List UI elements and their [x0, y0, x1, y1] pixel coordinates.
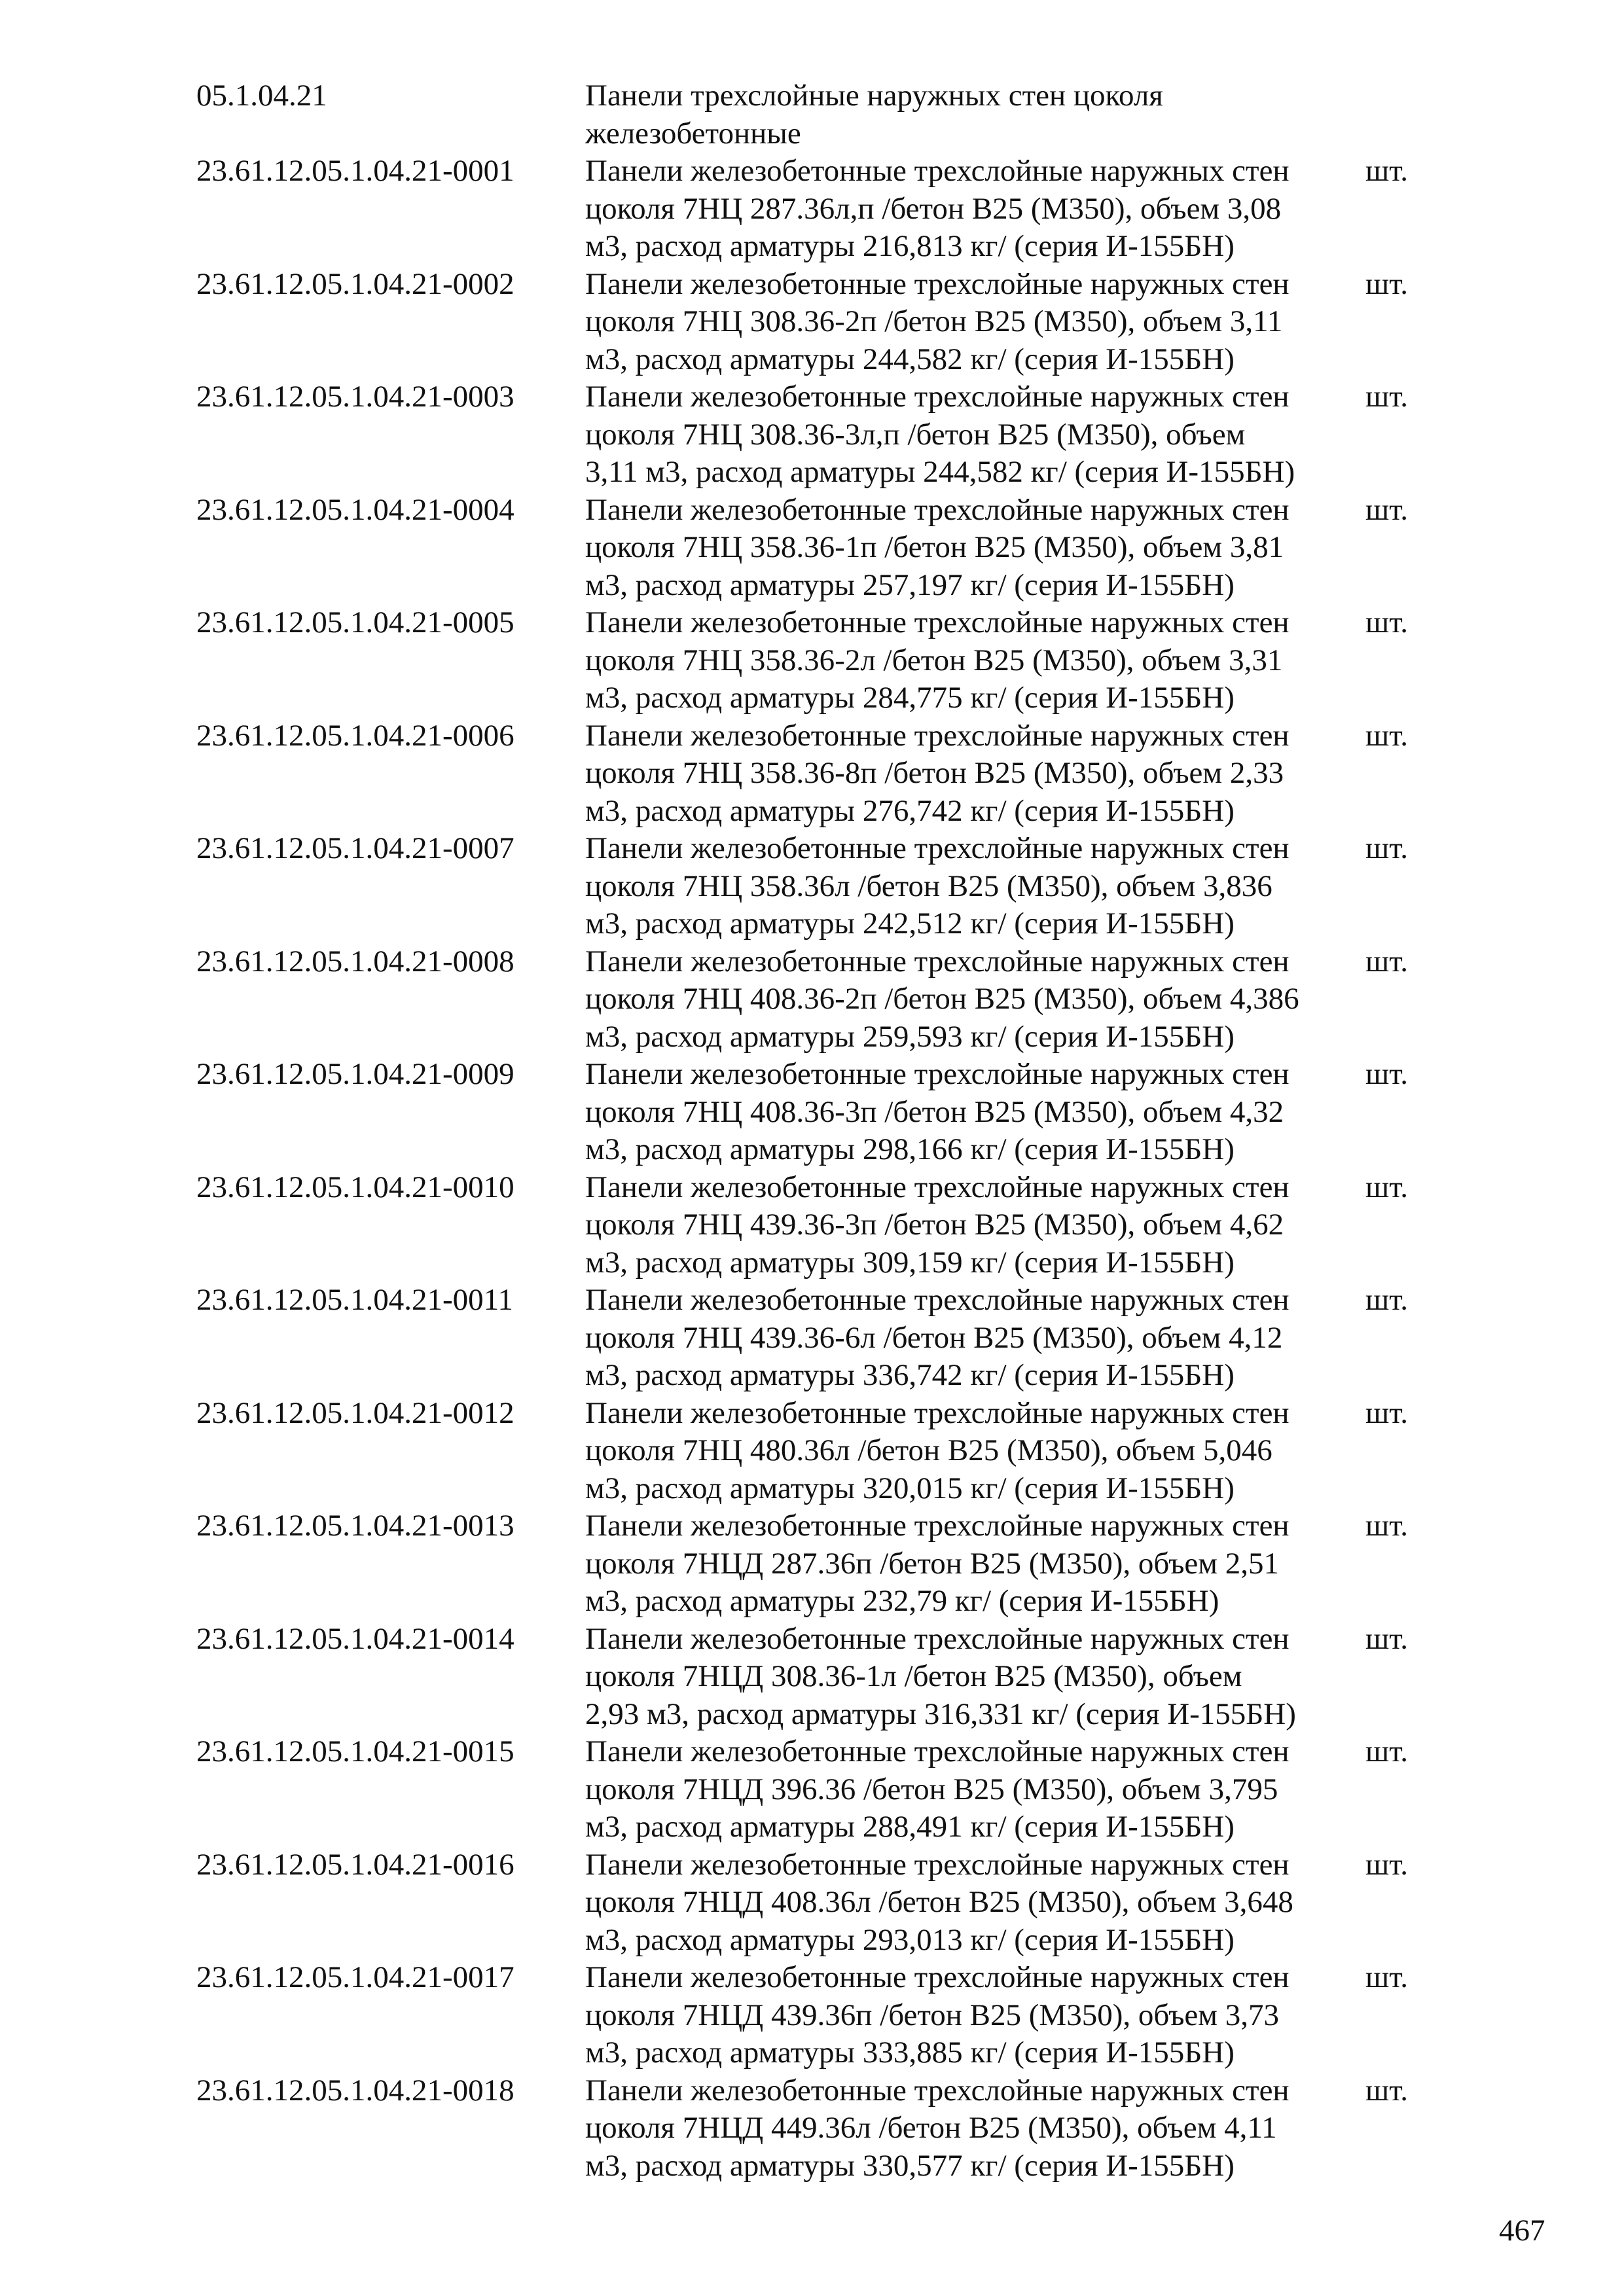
row-description: [585, 604, 1355, 717]
row-unit: шт.: [1365, 492, 1408, 527]
row-unit: шт.: [1365, 1170, 1408, 1204]
row-description-line: цоколя 7НЦ 358.36л /бетон В25 (М350), объем 3,836: [585, 869, 1272, 903]
catalog-row: [196, 1169, 1453, 1282]
row-description-line: Панели железобетонные трехслойные наружных стен: [585, 1847, 1290, 1882]
row-unit: шт.: [1365, 1621, 1408, 1656]
row-description: [585, 266, 1355, 379]
row-unit: шт.: [1365, 1509, 1408, 1543]
row-code: 23.61.12.05.1.04.21-0012: [196, 1395, 514, 1430]
row-description: [585, 1056, 1355, 1169]
catalog-row: [196, 1056, 1453, 1169]
section-title: [585, 77, 1355, 152]
catalog-row: [196, 492, 1453, 605]
row-description-line: Панели железобетонные трехслойные наружных стен: [585, 266, 1290, 301]
row-description-line: м3, расход арматуры 309,159 кг/ (серия И-155БН): [585, 1245, 1235, 1280]
catalog-row: [196, 1621, 1453, 1734]
row-description-line: Панели железобетонные трехслойные наружных стен: [585, 1057, 1290, 1091]
row-description-line: Панели железобетонные трехслойные наружных стен: [585, 718, 1290, 753]
row-description-line: Панели железобетонные трехслойные наружных стен: [585, 831, 1290, 865]
row-description: [585, 1733, 1355, 1846]
row-description: [585, 2072, 1355, 2185]
row-unit: шт.: [1365, 2073, 1408, 2108]
row-description-line: м3, расход арматуры 284,775 кг/ (серия И-155БН): [585, 681, 1235, 715]
row-description-line: Панели железобетонные трехслойные наружных стен: [585, 944, 1290, 978]
catalog-row: [196, 2072, 1453, 2185]
row-description-line: Панели железобетонные трехслойные наружных стен: [585, 1170, 1290, 1204]
row-description-line: цоколя 7НЦД 287.36п /бетон В25 (М350), объем 2,51: [585, 1546, 1280, 1581]
row-description-line: Панели железобетонные трехслойные наружных стен: [585, 380, 1290, 414]
row-code: 23.61.12.05.1.04.21-0010: [196, 1170, 514, 1204]
row-description-line: м3, расход арматуры 276,742 кг/ (серия И-155БН): [585, 793, 1235, 828]
row-code: 23.61.12.05.1.04.21-0013: [196, 1509, 514, 1543]
row-description-line: цоколя 7НЦ 287.36л,п /бетон В25 (М350), объем 3,08: [585, 191, 1282, 226]
section-title-line: Панели трехслойные наружных стен цоколя: [585, 79, 1163, 113]
row-code: 23.61.12.05.1.04.21-0016: [196, 1847, 514, 1882]
catalog-row: [196, 378, 1453, 492]
row-description-line: м3, расход арматуры 244,582 кг/ (серия И-155БН): [585, 342, 1235, 376]
row-unit: шт.: [1365, 1057, 1408, 1091]
section-title-line: железобетонные: [585, 116, 801, 151]
row-description-line: Панели железобетонные трехслойные наружных стен: [585, 1734, 1290, 1768]
row-code: 23.61.12.05.1.04.21-0005: [196, 605, 514, 639]
row-description-line: цоколя 7НЦ 439.36-3п /бетон В25 (М350), объем 4,62: [585, 1208, 1284, 1242]
row-description-line: м3, расход арматуры 257,197 кг/ (серия И-155БН): [585, 567, 1235, 602]
row-description-line: цоколя 7НЦД 439.36п /бетон В25 (М350), объем 3,73: [585, 1998, 1280, 2032]
catalog-row: [196, 604, 1453, 717]
row-description-line: цоколя 7НЦ 408.36-2п /бетон В25 (М350), объем 4,386: [585, 982, 1299, 1016]
row-description: [585, 830, 1355, 943]
row-code: 23.61.12.05.1.04.21-0017: [196, 1960, 514, 1994]
section-header: [196, 77, 1453, 152]
row-description-line: цоколя 7НЦ 358.36-8п /бетон В25 (М350), объем 2,33: [585, 756, 1284, 790]
catalog-list: [196, 77, 1453, 2185]
catalog-row: [196, 266, 1453, 379]
row-description: [585, 1169, 1355, 1282]
row-description-line: м3, расход арматуры 232,79 кг/ (серия И-155БН): [585, 1584, 1219, 1618]
row-unit: шт.: [1365, 718, 1408, 753]
section-code: 05.1.04.21: [196, 79, 327, 113]
row-code: 23.61.12.05.1.04.21-0015: [196, 1734, 514, 1768]
row-description-line: цоколя 7НЦД 408.36л /бетон В25 (М350), объем 3,648: [585, 1885, 1293, 1919]
row-unit: шт.: [1365, 605, 1408, 639]
row-code: 23.61.12.05.1.04.21-0009: [196, 1057, 514, 1091]
row-description-line: цоколя 7НЦ 480.36л /бетон В25 (М350), объем 5,046: [585, 1433, 1272, 1467]
row-code: 23.61.12.05.1.04.21-0003: [196, 380, 514, 414]
row-description-line: цоколя 7НЦД 449.36л /бетон В25 (М350), объем 4,11: [585, 2111, 1277, 2145]
catalog-row: [196, 1282, 1453, 1395]
catalog-row: [196, 1846, 1453, 1960]
row-code: 23.61.12.05.1.04.21-0002: [196, 266, 514, 301]
row-description-line: цоколя 7НЦ 439.36-6л /бетон В25 (М350), объем 4,12: [585, 1320, 1283, 1355]
row-description: [585, 152, 1355, 266]
row-unit: шт.: [1365, 1283, 1408, 1317]
page-number: 467: [1499, 2214, 1545, 2248]
catalog-row: [196, 717, 1453, 831]
row-description-line: м3, расход арматуры 216,813 кг/ (серия И-155БН): [585, 229, 1235, 263]
row-description: [585, 1282, 1355, 1395]
row-unit: шт.: [1365, 944, 1408, 978]
catalog-row: [196, 152, 1453, 266]
row-code: 23.61.12.05.1.04.21-0008: [196, 944, 514, 978]
row-description-line: м3, расход арматуры 242,512 кг/ (серия И-155БН): [585, 906, 1235, 941]
row-description: [585, 717, 1355, 831]
row-description: [585, 1395, 1355, 1508]
catalog-row: [196, 1733, 1453, 1846]
row-description-line: Панели железобетонные трехслойные наружных стен: [585, 605, 1290, 639]
row-description-line: 3,11 м3, расход арматуры 244,582 кг/ (серия И-155БН): [585, 455, 1295, 489]
row-code: 23.61.12.05.1.04.21-0014: [196, 1621, 514, 1656]
catalog-row: [196, 830, 1453, 943]
row-code: 23.61.12.05.1.04.21-0006: [196, 718, 514, 753]
row-code: 23.61.12.05.1.04.21-0001: [196, 154, 514, 188]
row-description-line: Панели железобетонные трехслойные наружных стен: [585, 1960, 1290, 1994]
row-description-line: м3, расход арматуры 288,491 кг/ (серия И-155БН): [585, 1810, 1235, 1844]
row-description-line: цоколя 7НЦ 358.36-2л /бетон В25 (М350), объем 3,31: [585, 643, 1283, 677]
row-description: [585, 492, 1355, 605]
row-description: [585, 378, 1355, 492]
row-unit: шт.: [1365, 831, 1408, 865]
catalog-row: [196, 1395, 1453, 1508]
row-description-line: м3, расход арматуры 259,593 кг/ (серия И-155БН): [585, 1019, 1235, 1054]
catalog-row: [196, 1507, 1453, 1621]
row-description: [585, 1507, 1355, 1621]
row-description-line: цоколя 7НЦ 308.36-3л,п /бетон В25 (М350), объем: [585, 417, 1246, 452]
row-description: [585, 1621, 1355, 1734]
row-code: 23.61.12.05.1.04.21-0018: [196, 2073, 514, 2108]
row-description-line: Панели железобетонные трехслойные наружных стен: [585, 154, 1290, 188]
row-description-line: Панели железобетонные трехслойные наружных стен: [585, 1621, 1290, 1656]
row-description-line: Панели железобетонные трехслойные наружных стен: [585, 1509, 1290, 1543]
rows-container: [196, 152, 1453, 2185]
row-unit: шт.: [1365, 1847, 1408, 1882]
row-description: [585, 1959, 1355, 2072]
catalog-row: [196, 943, 1453, 1056]
row-description-line: Панели железобетонные трехслойные наружных стен: [585, 1395, 1290, 1430]
row-description-line: м3, расход арматуры 336,742 кг/ (серия И-155БН): [585, 1358, 1235, 1392]
row-unit: шт.: [1365, 266, 1408, 301]
row-description-line: Панели железобетонные трехслойные наружных стен: [585, 492, 1290, 527]
row-unit: шт.: [1365, 380, 1408, 414]
row-unit: шт.: [1365, 1960, 1408, 1994]
row-description-line: м3, расход арматуры 293,013 кг/ (серия И-155БН): [585, 1922, 1235, 1957]
row-description-line: м3, расход арматуры 333,885 кг/ (серия И-155БН): [585, 2036, 1235, 2070]
row-description-line: Панели железобетонные трехслойные наружных стен: [585, 1283, 1290, 1317]
row-unit: шт.: [1365, 154, 1408, 188]
row-description-line: цоколя 7НЦД 396.36 /бетон В25 (М350), объем 3,795: [585, 1772, 1278, 1806]
row-code: 23.61.12.05.1.04.21-0007: [196, 831, 514, 865]
row-description-line: м3, расход арматуры 320,015 кг/ (серия И-155БН): [585, 1471, 1235, 1505]
row-description-line: 2,93 м3, расход арматуры 316,331 кг/ (серия И-155БН): [585, 1696, 1296, 1731]
row-description-line: Панели железобетонные трехслойные наружных стен: [585, 2073, 1290, 2108]
row-description-line: цоколя 7НЦ 408.36-3п /бетон В25 (М350), объем 4,32: [585, 1094, 1284, 1129]
row-unit: шт.: [1365, 1734, 1408, 1768]
row-description: [585, 943, 1355, 1056]
row-description-line: м3, расход арматуры 330,577 кг/ (серия И-155БН): [585, 2148, 1235, 2183]
row-code: 23.61.12.05.1.04.21-0011: [196, 1283, 513, 1317]
row-description-line: цоколя 7НЦ 308.36-2п /бетон В25 (М350), объем 3,11: [585, 304, 1283, 338]
row-description-line: цоколя 7НЦД 308.36-1л /бетон В25 (М350), объем: [585, 1659, 1242, 1693]
row-description: [585, 1846, 1355, 1960]
catalog-row: [196, 1959, 1453, 2072]
row-description-line: м3, расход арматуры 298,166 кг/ (серия И-155БН): [585, 1132, 1235, 1166]
row-description-line: цоколя 7НЦ 358.36-1п /бетон В25 (М350), объем 3,81: [585, 530, 1284, 564]
row-code: 23.61.12.05.1.04.21-0004: [196, 492, 514, 527]
row-unit: шт.: [1365, 1395, 1408, 1430]
